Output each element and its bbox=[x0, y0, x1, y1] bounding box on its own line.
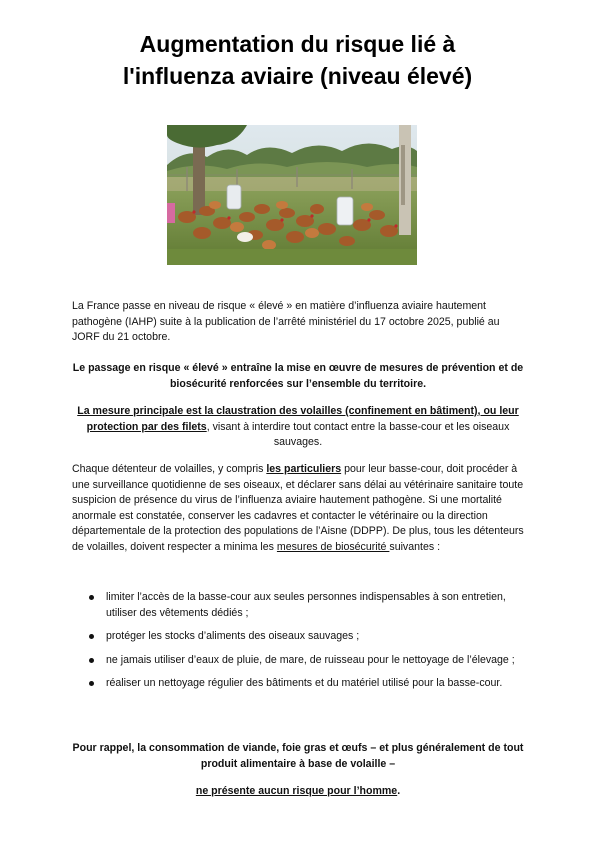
main-measure-rest: , visant à interdire tout contact entre la basse-cour et les oiseaux sauvages. bbox=[206, 420, 510, 449]
obligations-part-3: suivantes : bbox=[389, 540, 441, 553]
title-line-2: l'influenza aviaire (niveau élevé) bbox=[122, 63, 473, 89]
list-item bbox=[72, 629, 524, 645]
closing-reminder: Pour rappel, la consommation de viande, foie gras et œufs – et plus généralement de tout produit alimentaire à base de volaille – bbox=[72, 742, 524, 770]
poultry-photo-illustration bbox=[167, 125, 417, 265]
list-item bbox=[72, 590, 524, 621]
closing-period: . bbox=[397, 785, 401, 797]
risk-level-paragraph: Le passage en risque « élevé » entraîne la mise en œuvre de mesures de prévention et de biosécurité renforcées sur l’ensemble du territoire. bbox=[72, 362, 524, 390]
no-risk-emphasis: ne présente aucun risque pour l’homme bbox=[195, 785, 398, 797]
title-line-1: Augmentation du risque lié à bbox=[139, 31, 456, 57]
biosecurity-measures-link[interactable]: mesures de biosécurité bbox=[276, 540, 390, 553]
obligations-paragraph bbox=[72, 462, 524, 556]
bullet-icon bbox=[89, 634, 94, 639]
biosecurity-measures-list bbox=[72, 590, 524, 700]
bullet-icon bbox=[89, 681, 94, 686]
bullet-icon bbox=[89, 595, 94, 600]
intro-paragraph: La France passe en niveau de risque « élevé » en matière d’influenza aviaire hautement pathogène (IAHP) suite à la publication de l’arrêté ministériel du 17 octobre 2025, publié au JORF du 21 octobre. bbox=[72, 300, 500, 344]
closing-conclusion bbox=[72, 784, 524, 800]
bullet-icon bbox=[89, 658, 94, 663]
list-item-text: limiter l’accès de la basse-cour aux seules personnes indispensables à son entretien, utiliser des vêtements dédiés ; bbox=[106, 591, 506, 619]
poultry-photo bbox=[167, 125, 417, 265]
main-measure-paragraph bbox=[72, 404, 524, 451]
list-item-text: ne jamais utiliser d’eaux de pluie, de mare, de ruisseau pour le nettoyage de l’élevage ; bbox=[106, 653, 515, 666]
list-item-text: réaliser un nettoyage régulier des bâtiments et du matériel utilisé pour la basse-cour. bbox=[106, 677, 503, 690]
list-item-text: protéger les stocks d’aliments des oiseaux sauvages ; bbox=[106, 630, 360, 643]
list-item bbox=[72, 653, 524, 669]
particuliers-emphasis: les particuliers bbox=[266, 463, 342, 475]
obligations-part-2: pour leur basse-cour, doit procéder à une surveillance quotidienne de ses oiseaux, et déclarer sans délai au vétérinaire sanitaire toute suspicion de présence du virus de l’influenza aviaire hautement pathogène. Si une mortalité anormale est constatée, conserver les cadavres et contacter le vétérinaire ou la direction départementale de la protection des populations de l’Aisne (DDPP). De plus, tous les détenteurs de volailles, doivent respecter a minima les bbox=[72, 463, 524, 553]
list-item bbox=[72, 676, 524, 692]
obligations-part-1: Chaque détenteur de volailles, y compris bbox=[72, 463, 267, 475]
main-measure-emphasis: La mesure principale est la claustration des volailles (confinement en bâtiment), ou leur protection par des filets bbox=[77, 405, 519, 433]
page-title bbox=[40, 28, 555, 92]
